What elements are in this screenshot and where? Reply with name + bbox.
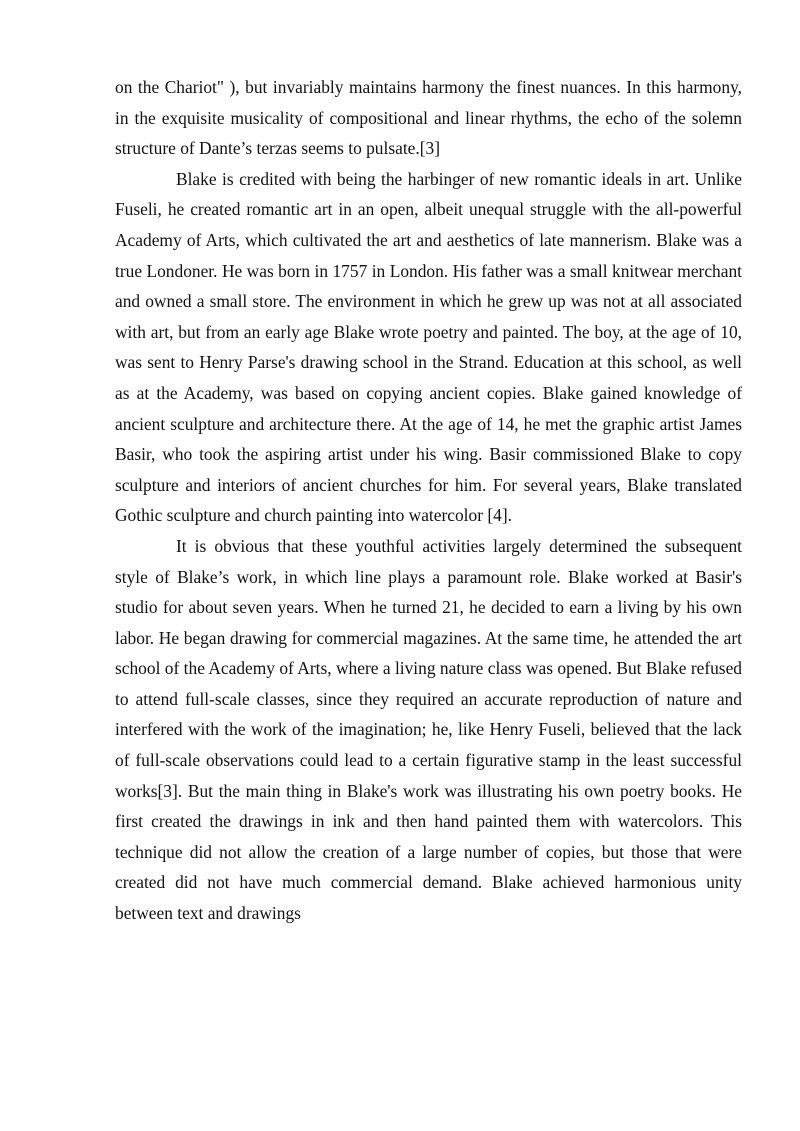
body-text [115,72,742,929]
paragraph-blake-style: It is obvious that these youthful activities largely determined the subsequent style of Blake’s work, in which line plays a paramount role. Blake worked at Basir's studio for about seven years. When he turned 21, he decided to earn a living by his own labor. He began drawing for commercial magazines. At the same time, he attended the art school of the Academy of Arts, where a living nature class was opened. But Blake refused to attend full-scale classes, since they required an accurate reproduction of nature and interfered with the work of the imagination; he, like Henry Fuseli, believed that the lack of full-scale observations could lead to a certain figurative stamp in the least successful works[3]. But the main thing in Blake's work was illustrating his own poetry books. He first created the drawings in ink and then hand painted them with watercolors. This technique did not allow the creation of a large number of copies, but those that were created did not have much commercial demand. Blake achieved harmonious unity between text and drawings [115,535,742,924]
paragraph-continuation: on the Chariot" ), but invariably maintains harmony the finest nuances. In this harmony, in the exquisite musicality of compositional and linear rhythms, the echo of the solemn structure of Dante’s terzas seems to pulsate.[3] [115,77,742,159]
paragraph-blake-biography: Blake is credited with being the harbinger of new romantic ideals in art. Unlike Fuseli, he created romantic art in an open, albeit unequal struggle with the all-powerful Academy of Arts, which cultivated the art and aesthetics of late mannerism. Blake was a true Londoner. He was born in 1757 in London. His father was a small knitwear merchant and owned a small store. The environment in which he grew up was not at all associated with art, but from an early age Blake wrote poetry and painted. The boy, at the age of 10, was sent to Henry Parse's drawing school in the Strand. Education at this school, as well as at the Academy, was based on copying ancient copies. Blake gained knowledge of ancient sculpture and architecture there. At the age of 14, he met the graphic artist James Basir, who took the aspiring artist under his wing. Basir commissioned Blake to copy sculpture and interiors of ancient churches for him. For several years, Blake translated Gothic sculpture and church painting into watercolor [4]. [115,168,742,526]
